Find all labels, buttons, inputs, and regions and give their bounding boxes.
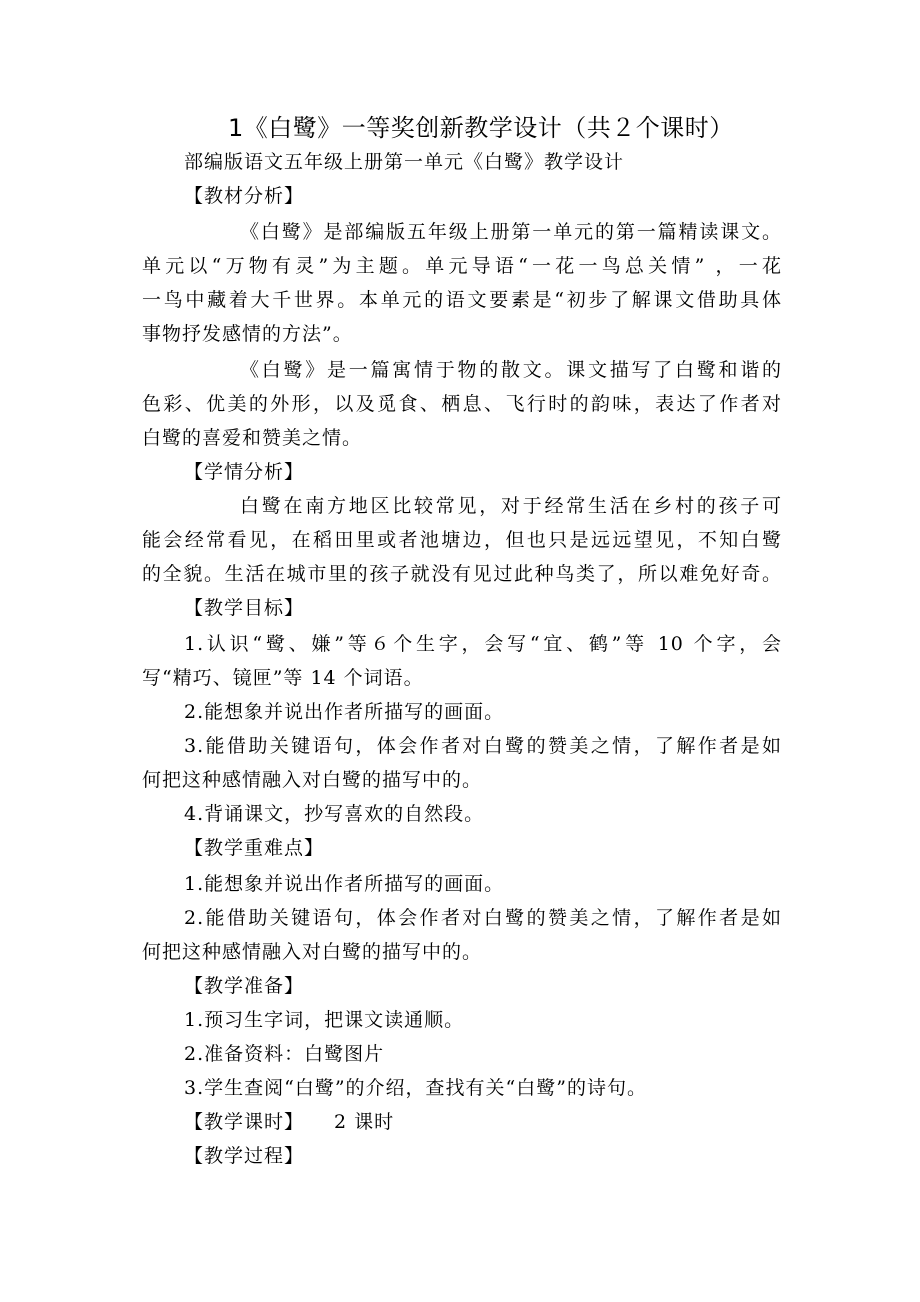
section-heading-key-points: 【教学重难点】 [184, 837, 325, 859]
section-heading-goals: 【教学目标】 [184, 597, 305, 619]
section-heading-students: 【学情分析】 [184, 461, 305, 483]
paragraph-line: 白鹭在南方地区比较常见，对于经常生活在乡村的孩子可 [240, 495, 782, 517]
preparation-item: 2.准备资料：白鹭图片 [184, 1043, 385, 1065]
goal-item: 1.认识“鹭、嫌”等６个生字，会写“宜、鹤”等 10 个字，会 [184, 633, 782, 655]
key-point-item: 何把这种感情融入对白鹭的描写中的。 [142, 941, 483, 963]
paragraph-line: 白鹭的喜爱和赞美之情。 [142, 427, 363, 449]
paragraph-line: 能会经常看见，在稻田里或者池塘边，但也只是远远望见，不知白鹭 [142, 529, 782, 551]
key-point-item: 1.能想象并说出作者所描写的画面。 [184, 873, 505, 895]
paragraph-line: 一鸟中藏着大千世界。本单元的语文要素是“初步了解课文借助具体 [142, 289, 782, 311]
preparation-item: 1.预习生字词，把课文读通顺。 [184, 1009, 465, 1031]
goal-item: 2.能想象并说出作者所描写的画面。 [184, 701, 505, 723]
paragraph-line: 的全貌。生活在城市里的孩子就没有见过此种鸟类了，所以难免好奇。 [142, 563, 782, 585]
section-heading-hours: 【教学课时】 [184, 1111, 305, 1133]
goal-item: 3.能借助关键语句，体会作者对白鹭的赞美之情，了解作者是如 [184, 735, 782, 757]
goal-item: 4.背诵课文，抄写喜欢的自然段。 [184, 803, 485, 825]
paragraph-line: 《白鹭》是部编版五年级上册第一单元的第一篇精读课文。 [240, 221, 782, 243]
hours-value: 2 课时 [334, 1111, 395, 1133]
paragraph-line: 《白鹭》是一篇寓情于物的散文。课文描写了白鹭和谐的 [240, 359, 782, 381]
paragraph-line: 事物抒发感情的方法”。 [142, 323, 353, 345]
goal-item: 何把这种感情融入对白鹭的描写中的。 [142, 769, 483, 791]
section-heading-preparation: 【教学准备】 [184, 975, 305, 997]
paragraph-line: 单元以“万物有灵”为主题。单元导语“一花一鸟总关情” ，一花 [142, 255, 782, 277]
section-heading-process: 【教学过程】 [184, 1145, 305, 1167]
section-heading-material: 【教材分析】 [184, 185, 305, 207]
document-subtitle: 部编版语文五年级上册第一单元《白鹭》教学设计 [184, 151, 625, 173]
key-point-item: 2.能借助关键语句，体会作者对白鹭的赞美之情，了解作者是如 [184, 907, 782, 929]
paragraph-line: 色彩、优美的外形，以及觅食、栖息、飞行时的韵味，表达了作者对 [142, 393, 782, 415]
goal-item: 写“精巧、镜匣”等 14 个词语。 [142, 667, 424, 689]
document-title: 1《白鹭》一等奖创新教学设计（共２个课时） [228, 114, 734, 142]
preparation-item: 3.学生查阅“白鹭”的介绍，查找有关“白鹭”的诗句。 [184, 1077, 647, 1099]
